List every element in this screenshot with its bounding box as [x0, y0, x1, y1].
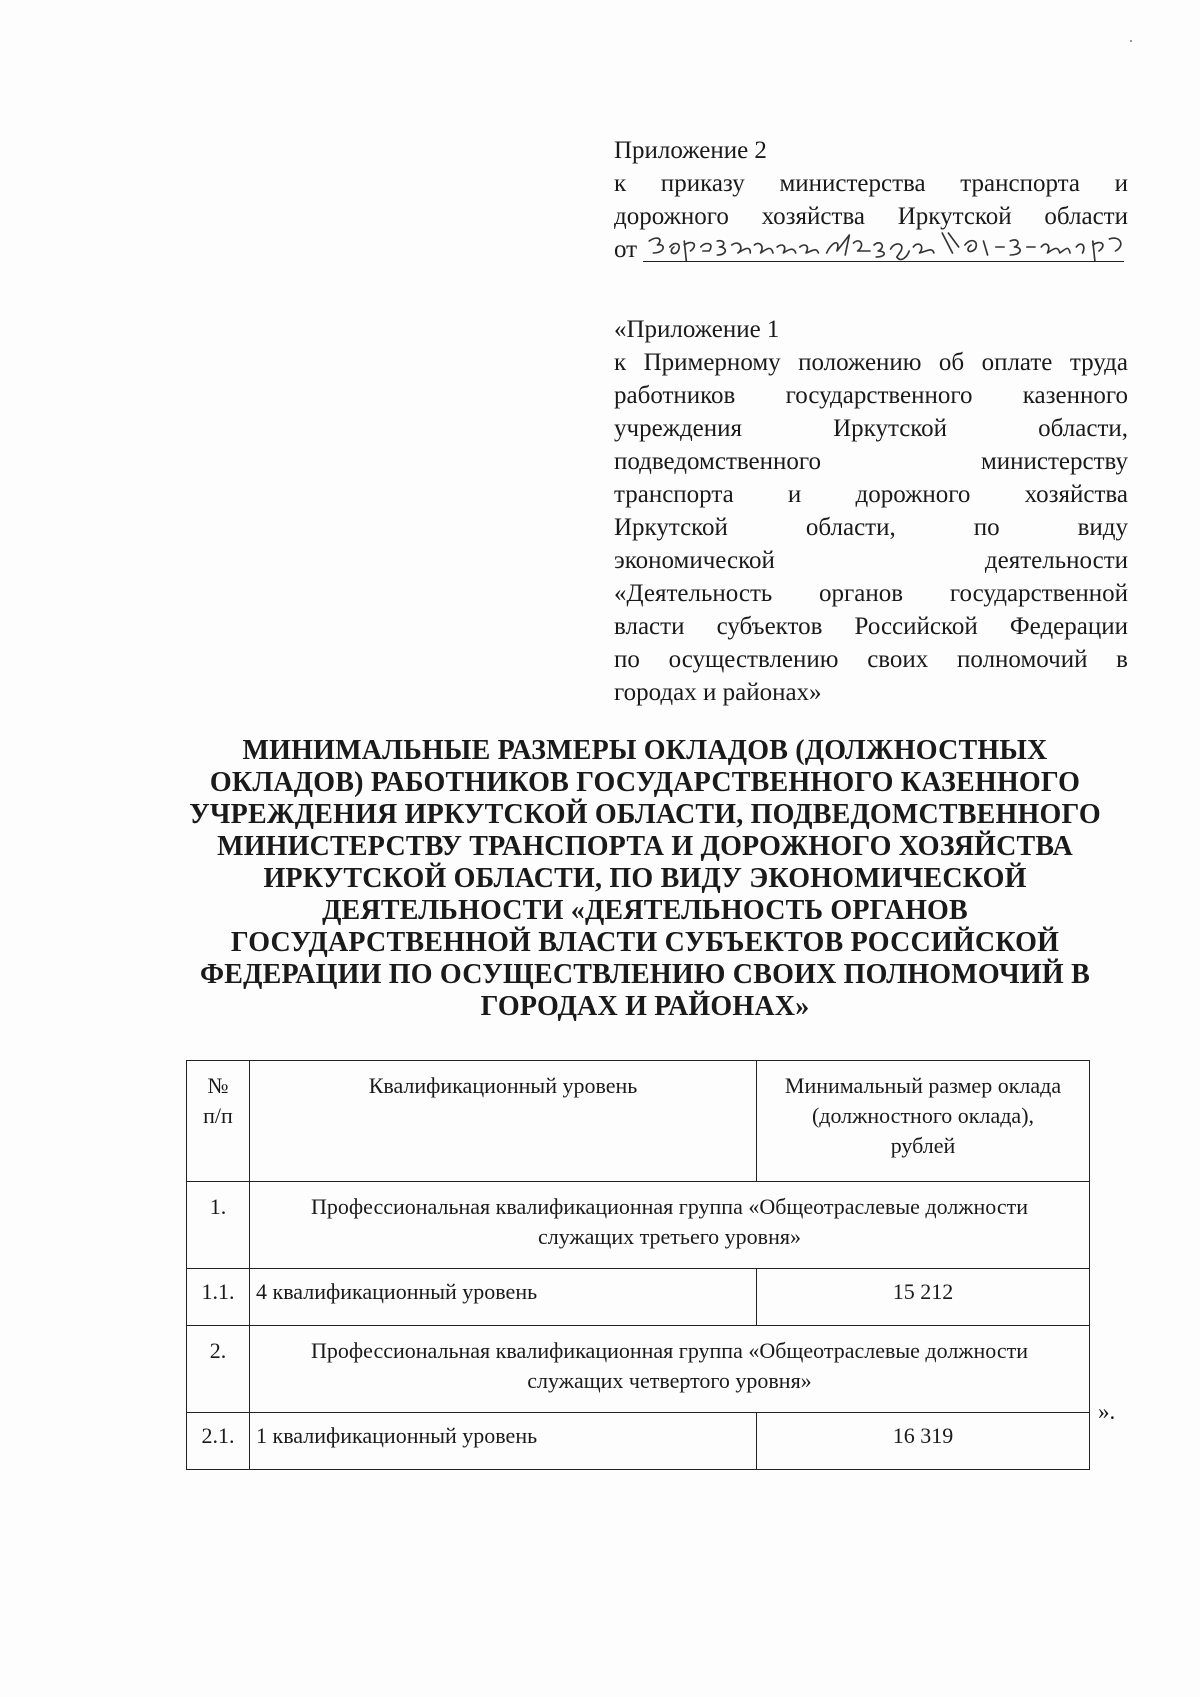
- appendix-2-line: к приказу министерства транспорта и: [614, 170, 1128, 197]
- closing-quote: ».: [1098, 1399, 1116, 1424]
- title-line: ГОСУДАРСТВЕННОЙ ВЛАСТИ СУБЪЕКТОВ РОССИЙСКОЙ: [230, 927, 1060, 958]
- appendix-1-line: «Деятельность органов государственной: [614, 580, 1128, 607]
- group-label-line: служащих четвертого уровня»: [527, 1368, 812, 1393]
- level-number: 1.1.: [187, 1269, 250, 1326]
- header-level: [250, 1061, 757, 1182]
- handwritten-order-date: [643, 233, 1128, 266]
- appendix-1-line: Иркутской области, по виду: [614, 514, 1128, 541]
- group-label: [250, 1182, 1090, 1269]
- scan-speck: [1130, 40, 1132, 42]
- table-header-row: [187, 1061, 1090, 1182]
- appendix-1-line: учреждения Иркутской области,: [614, 415, 1128, 442]
- appendix-1-line: подведомственного министерству: [614, 448, 1128, 475]
- appendix-1-line: к Примерному положению об оплате труда: [614, 349, 1128, 376]
- table-row: [187, 1413, 1090, 1470]
- title-line: ДЕЯТЕЛЬНОСТИ «ДЕЯТЕЛЬНОСТЬ ОРГАНОВ: [322, 895, 968, 926]
- header-min-line: (должностного оклада),: [811, 1103, 1035, 1128]
- appendix-2-block: [614, 134, 1128, 266]
- appendix-1-line: экономической деятельности: [614, 547, 1128, 574]
- header-min-salary: [757, 1061, 1090, 1182]
- header-number-abbrev: п/п: [203, 1103, 233, 1128]
- title-line: ИРКУТСКОЙ ОБЛАСТИ, ПО ВИДУ ЭКОНОМИЧЕСКОЙ: [263, 863, 1027, 894]
- appendix-2-line: дорожного хозяйства Иркутской области: [614, 203, 1128, 230]
- level-min-salary: 15 212: [757, 1269, 1090, 1326]
- level-min-salary: 16 319: [757, 1413, 1090, 1470]
- table-row: [187, 1269, 1090, 1326]
- header-min-line: рублей: [890, 1133, 956, 1158]
- level-number: 2.1.: [187, 1413, 250, 1470]
- title-line: МИНИМАЛЬНЫЕ РАЗМЕРЫ ОКЛАДОВ (ДОЛЖНОСТНЫХ: [242, 735, 1048, 766]
- salary-table: [186, 1060, 1090, 1470]
- appendix-1-block: [614, 313, 1128, 709]
- table-row: [187, 1326, 1090, 1413]
- appendix-1-line: власти субъектов Российской Федерации: [614, 613, 1128, 640]
- group-label-line: Профессиональная квалификационная группа «Общеотраслевые должности: [311, 1194, 1028, 1219]
- title-line: УЧРЕЖДЕНИЯ ИРКУТСКОЙ ОБЛАСТИ, ПОДВЕДОМСТВЕННОГО: [189, 799, 1101, 830]
- appendix-1-line: по осуществлению своих полномочий в: [614, 646, 1128, 673]
- group-number: 1.: [187, 1182, 250, 1269]
- title-line: ФЕДЕРАЦИИ ПО ОСУЩЕСТВЛЕНИЮ СВОИХ ПОЛНОМОЧИЙ В: [200, 959, 1090, 990]
- title-line: ГОРОДАХ И РАЙОНАХ»: [480, 991, 810, 1022]
- group-number: 2.: [187, 1326, 250, 1413]
- title-line: ОКЛАДОВ) РАБОТНИКОВ ГОСУДАРСТВЕННОГО КАЗЕННОГО: [209, 767, 1081, 798]
- order-date-row: [614, 233, 1128, 266]
- group-label: [250, 1326, 1090, 1413]
- appendix-2-title: Приложение 2: [614, 137, 767, 164]
- header-number: [187, 1061, 250, 1182]
- table-row: [187, 1182, 1090, 1269]
- appendix-1-title: «Приложение 1: [614, 316, 780, 343]
- level-label: 1 квалификационный уровень: [250, 1413, 757, 1470]
- order-date-prefix: от: [614, 236, 638, 263]
- header-level-label: Квалификационный уровень: [368, 1073, 638, 1098]
- appendix-1-line: транспорта и дорожного хозяйства: [614, 481, 1128, 508]
- header-number-symbol: №: [207, 1073, 229, 1098]
- appendix-1-line: городах и районах»: [614, 679, 822, 706]
- header-min-line: Минимальный размер оклада: [784, 1073, 1062, 1098]
- document-title: [180, 735, 1110, 1023]
- order-date-underline: [643, 261, 1124, 262]
- group-label-line: Профессиональная квалификационная группа «Общеотраслевые должности: [311, 1338, 1028, 1363]
- appendix-1-line: работников государственного казенного: [614, 382, 1128, 409]
- title-line: МИНИСТЕРСТВУ ТРАНСПОРТА И ДОРОЖНОГО ХОЗЯЙСТВА: [217, 831, 1073, 862]
- group-label-line: служащих третьего уровня»: [538, 1224, 801, 1249]
- level-label: 4 квалификационный уровень: [250, 1269, 757, 1326]
